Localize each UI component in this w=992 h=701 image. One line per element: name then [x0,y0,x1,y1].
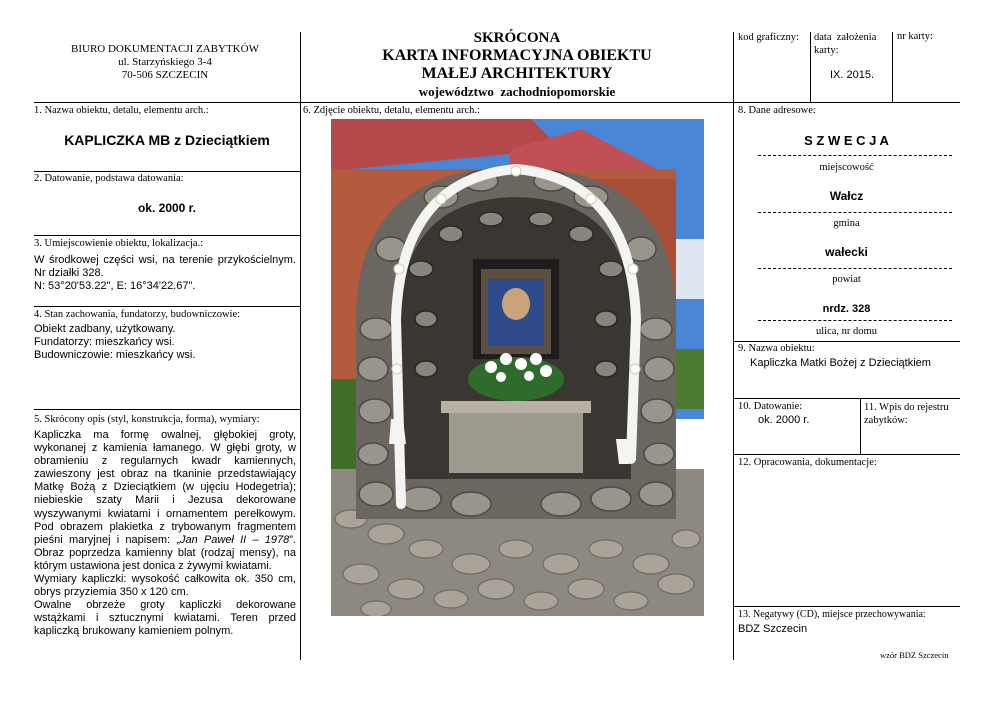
divider [34,102,960,103]
street-underline [758,320,952,321]
date-label: data założenia karty: [814,32,879,56]
office-street: ul. Starzyńskiego 3-4 [118,56,212,68]
s4-label: 4. Stan zachowania, fundatorzy, budowniczowie: [34,309,241,320]
office-city: 70-506 SZCZECIN [121,69,209,81]
builders-line: Budowniczowie: mieszkańcy wsi. [34,349,196,361]
location-text [34,254,296,293]
decoration-text: Owalne obrzeże groty kapliczki dekorowane wstążkami i sztucznymi kwiatami. Teren przed kapliczką brukowany kamieniem polnym. [34,599,296,638]
dating-value: ok. 2000 r. [137,201,197,215]
s2-label: 2. Datowanie, podstawa datowania: [34,173,184,184]
description-text [34,429,296,639]
code-label: kod graficzny: [738,32,799,43]
office-address [40,43,290,82]
gmina-underline [758,212,952,213]
s1-label: 1. Nazwa obiektu, detalu, elementu arch.: [34,105,209,116]
divider [300,32,301,660]
s13-value: BDZ Szczecin [738,623,808,635]
powiat-underline [758,268,952,269]
form-footer: wzór BDZ Szczecin [880,650,949,660]
object-full-name: Kapliczka Matki Bożej z Dzieciątkiem [750,357,931,369]
object-name: KAPLICZKA MB z Dzieciątkiem [64,132,270,148]
divider [860,399,861,454]
divider [733,454,960,455]
divider [892,32,893,102]
village-name: S Z W E C J A [804,133,889,148]
voivodeship: województwo zachodniopomorskie [418,84,616,99]
s10-value: ok. 2000 r. [758,414,810,426]
s10-label: 10. Datowanie: [738,401,803,412]
s9-label: 9. Nazwa obiektu: [738,343,815,354]
description-part: Kapliczka ma formę owalnej, głębokiej groty, wykonanej z kamienia łamanego. W głębi groty, w obramieniu z regularnych kwadr kamiennych, zawieszony jest obraz na tkaninie przedstawiający Matkę Bożą z Dzieciątkiem (w ujęciu Hodegetria); niebieskie szaty Marii i Jezusa dekorowane wyszywanymi kwiatami i ornamentem perełkowym. Pod obrazem plakietka z trybowanym fragmentem pieśni maryjnej i napisem: „ [34,429,296,546]
divider [34,171,300,172]
s5-label: 5. Skrócony opis (styl, konstrukcja, forma), wymiary: [34,414,260,425]
card-no-label: nr karty: [897,31,933,42]
condition-text [34,323,296,362]
s8-label: 8. Dane adresowe: [738,105,816,116]
gmina-value: Wałcz [829,189,864,203]
street-caption: ulica, nr domu [816,326,877,337]
s11-label: 11. Wpis do rejestru zabytków: [864,402,949,426]
s12-label: 12. Opracowania, dokumentacje: [738,457,877,468]
divider [34,409,300,410]
title-line3: MAŁEJ ARCHITEKTURY [421,65,613,82]
plaque-inscription: Jan Paweł II – 1978 [179,533,290,546]
divider [733,341,960,342]
founders-line: Fundatorzy: mieszkańcy wsi. [34,336,175,348]
divider [810,32,811,102]
village-caption: miejscowość [819,162,874,173]
divider [733,32,734,660]
dimensions-text: Wymiary kapliczki: wysokość całkowita ok. 350 cm, obrys przyziemia 350 x 120 cm. [34,573,296,599]
divider [34,306,300,307]
title-line2: KARTA INFORMACYJNA OBIEKTU [382,47,652,64]
s6-label: 6. Zdjęcie obiektu, detalu, elementu arch.: [303,105,480,116]
street-value: nrdz. 328 [822,303,871,315]
condition-line: Obiekt zadbany, użytkowany. [34,323,176,335]
card-title [302,30,732,100]
s3-label: 3. Umiejscowienie obiektu, lokalizacja.: [34,238,204,249]
divider [733,398,960,399]
chapel-photo [331,119,704,616]
divider [733,606,960,607]
description-part: ”. Obraz poprzedza kamienny blat (rodzaj mensy), na którym ustawiona jest donica z żywymi kwiatami. [34,533,296,572]
location-line: W środkowej części wsi, na terenie przykościelnym. Nr działki 328. [34,254,296,279]
powiat-caption: powiat [832,274,861,285]
s13-label: 13. Negatywy (CD), miejsce przechowywania: [738,609,926,620]
village-underline [758,155,952,156]
date-value: IX. 2015. [829,69,875,81]
gmina-caption: gmina [833,218,860,229]
powiat-value: wałecki [825,245,868,259]
divider [34,235,300,236]
title-line1: SKRÓCONA [473,30,561,46]
coordinates-line: N: 53°20'53.22", E: 16°34'22.67". [34,280,196,292]
office-name: BIURO DOKUMENTACJI ZABYTKÓW [71,43,259,55]
